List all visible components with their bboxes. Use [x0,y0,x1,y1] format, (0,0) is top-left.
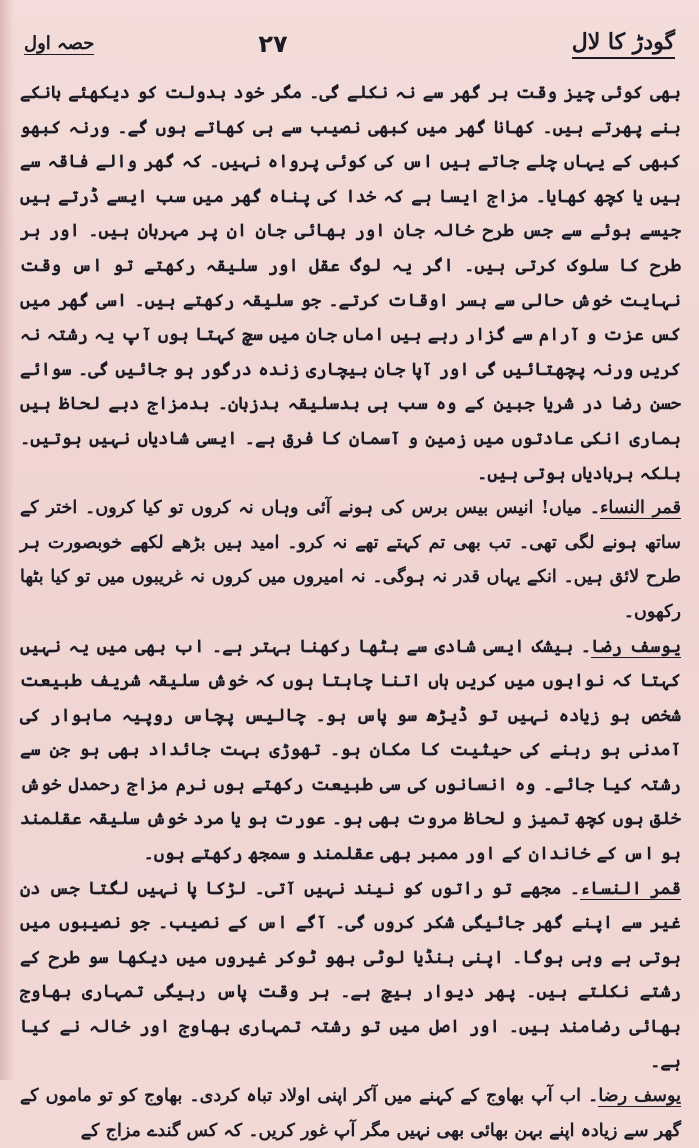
part-label: حصہ اول [24,33,95,54]
dialogue-paragraph [20,1079,681,1148]
dialogue-paragraph [20,630,681,872]
separator: ۔ [581,497,601,519]
speaker-name: یوسف رضا [598,1085,682,1107]
separator: ۔ [573,635,592,657]
page-edge-shadow [0,0,14,1080]
paragraph [20,76,681,491]
paragraph-text: مجھے تو راتوں کو نیند نہیں آتی۔ لڑکا پا نہیں لگتا جس دن غیر سے اپنے گھر جائیگی شکر کروں گی۔ آگے اس کے نصیب۔ جو نصیبوں میں ہوتی ہے وہی ہوگا۔ اپنی ہنڈیا لوٹی بھو ٹوکر غیروں میں دیکھا سو طرح کے رشتے نکلتے ہیں۔ پھر دیوار بیچ ہے۔ ہر وقت پاس رہیگی تمہاری بھاوج بھائی رضامند ہیں۔ اور اصل میں تو رشتہ تمہاری بھاوج اور خالہ نے کیا ہے۔ [20,877,681,1072]
separator: ۔ [581,1085,599,1107]
speaker-name: یوسف رضا [591,635,681,657]
paragraph-text: میاں! انیس بیس برس کی ہونے آئی وہاں نہ کروں تو کیا کروں۔ اختر کے ساتھ ہونے لگی تھی۔ تب بھی تم کہتے تھے نہ کرو۔ امید ہیں بڑھے لکھے خوبصورت ہر طرح لائق ہیں۔ انکے یہاں قدر نہ ہوگی۔ نہ امیروں میں کروں نہ غریبوں میں تو کیا بٹھا رکھوں۔ [20,497,681,622]
page-number: ۲۷ [258,30,288,58]
paragraph-text: بھی کوئی چیز وقت بر گھر سے نہ نکلے گی۔ مگر خود بدولت کو دیکھئے بانکے بنے پھرتے ہیں۔ کھانا گھر میں کبھی نصیب سے ہی کھاتے ہوں گے۔ ورنہ کبھو کبھی کے یہاں چلے جاتے ہیں اس کی کوئی پرواہ نہیں۔ کہ گھر والے فاقہ سے ہیں یا کچھ کھایا۔ مزاج ایسا ہے کہ خدا کی پناہ گھر میں سب ایسے ڈرتے ہیں جیسے ہوئے سے جس طرح خالہ جان اور بھائی جان ان پر مہربان ہیں۔ اور ہر طرح کا سلوک کرتی ہیں۔ اگر یہ لوگ عقل اور سلیقہ رکھتے تو اس وقت نہایت خوش حالی سے بسر اوقات کرتے۔ جو سلیقہ رکھتے ہیں۔ اسی گھر میں کس عزت و آرام سے گزار رہے ہیں اماں جان میں سچ کہتا ہوں آپ یہ رشتہ نہ کریں ورنہ پچھتائیں گی اور آپا جان بیچاری زندہ درگور ہو جائیں گی۔ سوائے حسن رضا در شریا جبین کے وہ سب ہی بدسلیقہ بدزبان۔ بدمزاج دبے لحاظ ہیں ہماری انکی عادتوں میں زمین و آسمان کا فرق ہے۔ ایسی شادیاں نہیں ہوتیں۔ بلکہ بربادیاں ہوتی ہیں۔ [20,82,681,484]
speaker-name: قمر النساء [580,877,681,899]
dialogue-paragraph [20,491,681,629]
dialogue-paragraph [20,872,681,1080]
paragraph-text: اب آپ بھاوج کے کہنے میں آکر اپنی اولاد تباہ کردی۔ بھاوج کو تو ماموں کے گھر سے زیادہ اپنے بہن بھائی بھی نہیں مگر آپ غور کریں۔ کہ کس گندے مزاج کے [20,1085,681,1141]
book-title: گودڑ کا لال [572,29,675,59]
page-body [20,76,682,1141]
speaker-name: قمر النساء [600,497,682,519]
separator: ۔ [561,877,581,899]
paragraph-text: بیشک ایسی شادی سے بٹھا رکھنا بہتر ہے۔ اب بھی میں یہ نہیں کہتا کہ نوابوں میں کریں ہاں اتنا چاہتا ہوں کہ خوش سلیقہ شریف طبیعت شخص ہو زیادہ نہیں تو ڈیڑھ سو پاس ہو۔ چالیس پچاس روپیہ ماہوار کی آمدنی ہو رہنے کی حیثیت کا مکان ہو۔ تھوڑی بہت جائداد بھی ہو جن سے رشتہ کیا جائے۔ وہ انسانوں کی سی طبیعت رکھتے ہوں نرم مزاج رحمدل خوش خلق ہوں کچھ تمیز و لحاظ مروت بھی ہو۔ عورت ہو یا مرد خوش سلیقہ عقلمند ہو اس کے خاندان کے اور ممبر بھی عقلمند و سمجھ رکھتے ہوں۔ [20,635,681,865]
page-header [24,22,675,66]
